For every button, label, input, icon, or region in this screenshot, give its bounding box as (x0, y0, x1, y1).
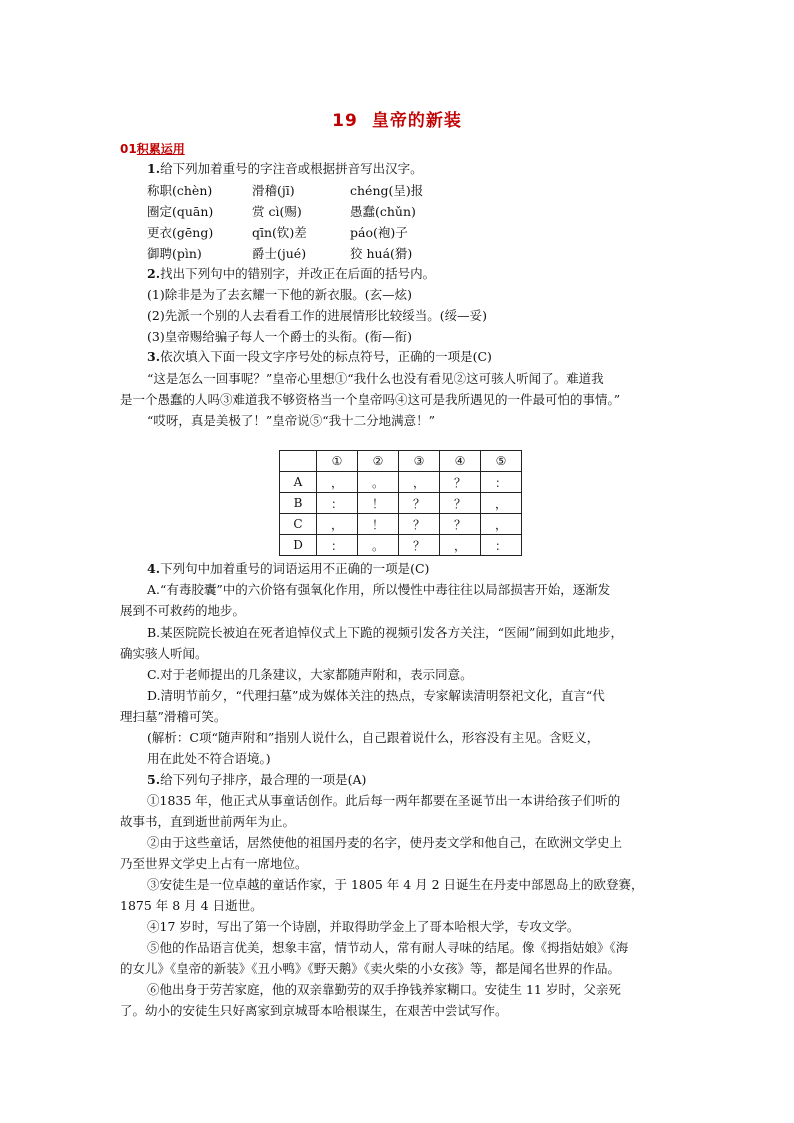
table-cell: ： (317, 493, 358, 514)
sentence-line: ②由于这些童话，居然使他的祖国丹麦的名字，使丹麦文学和他自己，在欧洲文学史上 (147, 835, 623, 850)
question-4-prompt (147, 560, 429, 578)
table-cell: ， (317, 514, 358, 535)
question-3-prompt (147, 348, 492, 366)
table-cell: D (280, 535, 317, 556)
question-number: 4. (147, 561, 161, 576)
table-cell: ！ (358, 493, 399, 514)
table-cell: ② (358, 451, 399, 472)
option-line: B.某医院院长被迫在死者追悼仪式上下跪的视频引发各方关注，“医闹”闹到如此地步， (147, 625, 623, 640)
table-cell: B (280, 493, 317, 514)
table-cell: ？ (399, 493, 440, 514)
question-5-prompt (147, 771, 366, 789)
option-line: 展到不可救药的地步。 (120, 603, 246, 618)
table-row (280, 535, 522, 556)
table-row (280, 514, 522, 535)
table-cell: ？ (440, 493, 481, 514)
table-cell: ④ (440, 451, 481, 472)
typo-item: (3)皇帝赐给骗子每人一个爵士的头衔。(衔—衔) (147, 329, 412, 344)
question-number: 3. (147, 349, 161, 364)
table-cell: ， (440, 535, 481, 556)
pinyin-item: 赏 cì(赐) (252, 204, 302, 219)
sentence-line: ⑤他的作品语言优美，想象丰富，情节动人，常有耐人寻味的结尾。像《拇指姑娘》《海 (147, 940, 629, 955)
lesson-number: 19 (332, 111, 358, 131)
table-cell: C (280, 514, 317, 535)
table-cell: ？ (440, 514, 481, 535)
punctuation-options-table (279, 450, 522, 556)
sentence-line: 乃至世界文学史上占有一席地位。 (120, 856, 308, 871)
table-cell: A (280, 472, 317, 493)
table-header-row (280, 451, 522, 472)
passage-line: 是一个愚蠢的人吗③难道我不够资格当一个皇帝吗④这可是我所遇见的一件最可怕的事情。” (120, 392, 621, 407)
question-1-prompt (147, 160, 423, 178)
option-line: D.清明节前夕，“代理扫墓”成为媒体关注的热点，专家解读清明祭祀文化，直言“代 (147, 688, 605, 703)
section-index: 01 (120, 142, 137, 156)
table-cell: ： (481, 535, 522, 556)
explanation-line: (解析：C项“随声附和”指别人说什么，自己跟着说什么，形容没有主见。含贬义， (147, 730, 600, 745)
typo-item: (1)除非是为了去玄耀一下他的新衣服。(玄—炫) (147, 287, 412, 302)
table-cell: ， (481, 493, 522, 514)
table-cell: ？ (440, 472, 481, 493)
passage-line: “哎呀，真是美极了！”皇帝说⑤“我十二分地满意！” (147, 413, 436, 428)
table-cell: 。 (358, 472, 399, 493)
pinyin-item: qīn(钦)差 (252, 225, 307, 240)
pinyin-item: 称职(chèn) (147, 183, 213, 198)
table-cell: ③ (399, 451, 440, 472)
typo-item: (2)先派一个别的人去看看工作的进展情形比较绥当。(绥—妥) (147, 308, 487, 323)
pinyin-item: 爵士(jué) (252, 246, 307, 261)
table-cell: ？ (399, 514, 440, 535)
section-name: 积累运用 (136, 142, 185, 156)
table-cell: ： (481, 472, 522, 493)
table-cell: ， (399, 472, 440, 493)
table-row (280, 493, 522, 514)
sentence-line: ⑥他出身于劳苦家庭，他的双亲靠勤劳的双手挣钱养家糊口。安徒生 11 岁时，父亲死 (147, 982, 621, 997)
question-2-prompt (147, 265, 435, 283)
sentence-line: 了。幼小的安徒生只好离家到京城哥本哈根谋生，在艰苦中尝试写作。 (120, 1003, 508, 1018)
table-cell: ， (481, 514, 522, 535)
pinyin-item: 圈定(quān) (147, 204, 214, 219)
question-number: 2. (147, 266, 161, 281)
option-line: A.“有毒胶囊”中的六价铬有强氧化作用，所以慢性中毒往往以局部损害开始，逐渐发 (147, 582, 611, 597)
pinyin-item: 愚蠢(chǔn) (350, 204, 416, 219)
table-cell: ： (317, 535, 358, 556)
pinyin-item: páo(袍)子 (350, 225, 408, 240)
question-text: 找出下列句中的错别字，并改正在后面的括号内。 (160, 266, 436, 281)
table-row (280, 472, 522, 493)
question-text: 给下列句子排序，最合理的一项是(A) (160, 772, 367, 787)
table-cell (280, 451, 317, 472)
question-number: 1. (147, 161, 161, 176)
pinyin-item: 滑稽(jī) (252, 183, 295, 198)
table-cell: ① (317, 451, 358, 472)
pinyin-item: 御聘(pìn) (147, 246, 202, 261)
question-text: 下列句中加着重号的词语运用不正确的一项是(C) (160, 561, 430, 576)
sentence-line: 的女儿》《皇帝的新装》《丑小鸭》《野天鹅》《卖火柴的小女孩》等，都是闻名世界的作品。 (120, 961, 621, 976)
table-cell: ？ (399, 535, 440, 556)
question-text: 给下列加着重号的字注音或根据拼音写出汉字。 (160, 161, 423, 176)
page-title (0, 106, 794, 131)
table-cell: ⑤ (481, 451, 522, 472)
option-line: 确实骇人听闻。 (120, 646, 208, 661)
option-line: 理扫墓”滑稽可笑。 (120, 709, 227, 724)
explanation-line: 用在此处不符合语境。) (147, 751, 271, 766)
section-heading (120, 140, 185, 157)
pinyin-item: 更衣(gēng) (147, 225, 214, 240)
table-cell: 。 (358, 535, 399, 556)
table-cell: ！ (358, 514, 399, 535)
pinyin-item: chéng(呈)报 (350, 183, 424, 198)
sentence-line: ①1835 年，他正式从事童话创作。此后每一两年都要在圣诞节出一本讲给孩子们听的 (147, 793, 621, 808)
table-cell: ， (317, 472, 358, 493)
sentence-line: ④17 岁时，写出了第一个诗剧，并取得助学金上了哥本哈根大学，专攻文学。 (147, 919, 580, 934)
sentence-line: 故事书，直到逝世前两年为止。 (120, 814, 296, 829)
passage-line: “这是怎么一回事呢？”皇帝心里想①“我什么也没有看见②这可骇人听闻了。难道我 (147, 371, 604, 386)
question-text: 依次填入下面一段文字序号处的标点符号，正确的一项是(C) (160, 349, 492, 364)
question-number: 5. (147, 772, 161, 787)
pinyin-item: 狡 huá(猾) (350, 246, 413, 261)
option-line: C.对于老师提出的几条建议，大家都随声附和，表示同意。 (147, 667, 473, 682)
sentence-line: 1875 年 8 月 4 日逝世。 (120, 898, 263, 913)
sentence-line: ③安徒生是一位卓越的童话作家，于 1805 年 4 月 2 日诞生在丹麦中部恩岛上的欧登赛， (147, 877, 644, 892)
lesson-title: 皇帝的新装 (371, 111, 462, 131)
